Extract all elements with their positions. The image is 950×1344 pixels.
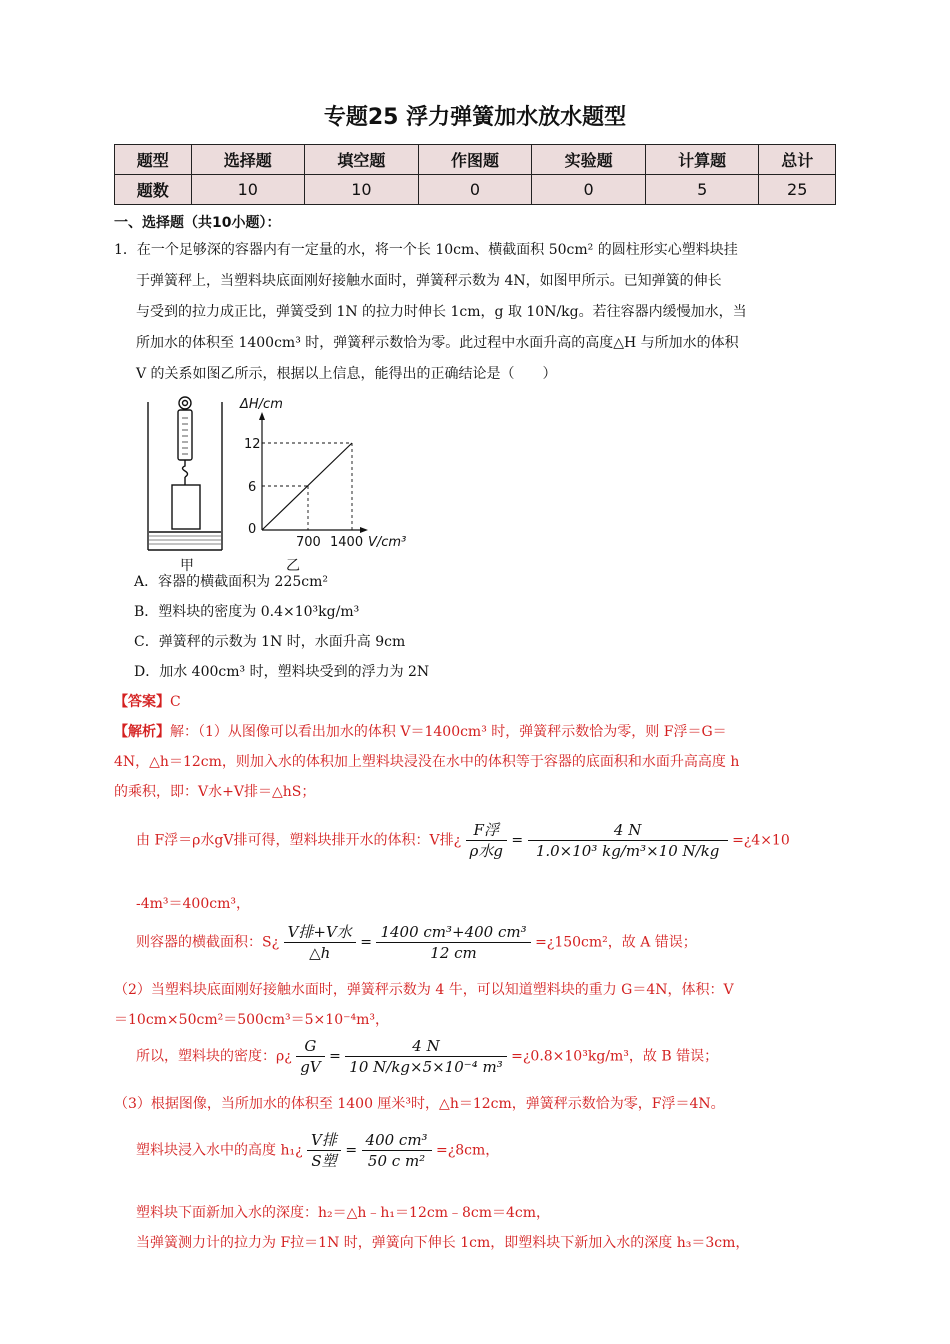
table-row — [115, 175, 836, 205]
analysis-line: （3）根据图像，当所加水的体积至 1400 厘米³时，△h＝12cm，弹簧秤示数恰为零，F浮＝4N。 — [114, 1096, 725, 1112]
y-axis-label: ΔH/cm — [240, 397, 283, 412]
fraction: $\frac{\text{400 cm³}}{\text{50 c m²}}$ — [362, 1130, 432, 1171]
analysis-line: 塑料块下面新加入水的深度：h₂＝△h﹣h₁＝12cm﹣8cm＝4cm， — [136, 1205, 551, 1221]
question-line: 所加水的体积至 1400cm³ 时，弹簧秤示数恰为零。此过程中水面升高的高度△H 与所加水的体积 — [136, 335, 739, 351]
fraction: $\frac{\text{V排+V水}}{\triangle h}$ — [284, 922, 356, 963]
formula-line: 则容器的横截面积：S¿ $\frac{\text{V排+V水}}{\triangle h}$ = $\frac{\text{1400 cm³+400 cm³}}{12 cm}$ =¿150cm²，故 A 错误； — [136, 923, 697, 962]
analysis-line: ＝10cm×50cm²＝500cm³＝5×10⁻⁴m³， — [114, 1012, 389, 1028]
fraction: $\frac{G}{gV}$ — [296, 1036, 324, 1077]
formula-text: =¿8cm， — [436, 1142, 500, 1159]
analysis-line: 4N，△h＝12cm，则加入水的体积加上塑料块浸没在水中的体积等于容器的底面积和水面升高高度 h — [114, 754, 740, 770]
formula-text: 塑料块浸入水中的高度 h₁¿ — [136, 1142, 303, 1159]
question-line: 1．在一个足够深的容器内有一定量的水，将一个长 10cm、横截面积 50cm² 的圆柱形实心塑料块挂 — [114, 242, 738, 258]
x-tick-label: 1400 — [330, 535, 364, 550]
y-tick-label: 12 — [244, 437, 261, 452]
answer-tag: 【答案】 — [114, 694, 170, 710]
page-title: 专题25 浮力弹簧加水放水题型 — [323, 105, 627, 130]
y-tick-label: 0 — [248, 522, 257, 537]
table-cell: 计算题 — [645, 145, 759, 175]
question-line: V 的关系如图乙所示，根据以上信息，能得出的正确结论是（ ） — [136, 366, 557, 382]
table-cell: 总计 — [759, 145, 836, 175]
table-cell: 25 — [759, 175, 836, 205]
question-line: 于弹簧秤上，当塑料块底面刚好接触水面时，弹簧秤示数为 4N，如图甲所示。已知弹簧的伸长 — [136, 273, 722, 289]
option-c: C．弹簧秤的示数为 1N 时，水面升高 9cm — [134, 634, 406, 650]
analysis-line: （2）当塑料块底面刚好接触水面时，弹簧秤示数为 4 牛，可以知道塑料块的重力 G＝4N，体积：V — [114, 982, 734, 998]
analysis-text: 解：（1）从图像可以看出加水的体积 V＝1400cm³ 时，弹簧秤示数恰为零，则 F浮＝G＝ — [170, 724, 727, 740]
fraction: $\frac{4 N}{\text{10 N/kg×5×10⁻⁴ m³}}$ — [345, 1036, 506, 1077]
answer-line — [114, 692, 181, 712]
question-figure — [140, 390, 420, 574]
section-heading: 一、选择题（共10小题）： — [114, 215, 281, 231]
formula-text: =¿4×10 — [732, 832, 790, 849]
formula-text: 所以，塑料块的密度：ρ¿ — [136, 1048, 292, 1065]
question-type-table — [114, 144, 836, 205]
formula-text: 由 F浮＝ρ水gV排可得，塑料块排开水的体积：V排¿ — [136, 832, 462, 849]
analysis-tag: 【解析】 — [114, 724, 170, 740]
table-cell: 实验题 — [532, 145, 646, 175]
option-d: D．加水 400cm³ 时，塑料块受到的浮力为 2N — [134, 664, 430, 680]
formula-line: 由 F浮＝ρ水gV排可得，塑料块排开水的体积：V排¿ $\frac{\text{F浮}}{\text{ρ水g}}$ = $\frac{4 N}{\text{1.0×10³ kg/m³×10 N/kg}}$ =¿4×10 — [136, 821, 790, 860]
container-diagram — [148, 397, 222, 550]
question-line: 与受到的拉力成正比，弹簧受到 1N 的拉力时伸长 1cm，g 取 10N/kg。若往容器内缓慢加水，当 — [136, 304, 747, 320]
table-header-row — [115, 145, 836, 175]
table-cell: 题型 — [115, 145, 192, 175]
table-cell: 选择题 — [191, 145, 305, 175]
figure-label-jia: 甲 — [180, 558, 194, 574]
fraction: $\frac{4 N}{\text{1.0×10³ kg/m³×10 N/kg}}$ — [528, 820, 728, 861]
figure-label-yi: 乙 — [286, 558, 300, 574]
table-cell: 0 — [532, 175, 646, 205]
table-cell: 5 — [645, 175, 759, 205]
formula-text: =¿0.8×10³kg/m³，故 B 错误； — [511, 1048, 719, 1065]
analysis-line: -4m³＝400cm³， — [136, 896, 250, 912]
option-a: A．容器的横截面积为 225cm² — [134, 574, 329, 590]
graph-line — [262, 443, 352, 530]
table-cell: 0 — [418, 175, 532, 205]
table-cell: 10 — [191, 175, 305, 205]
x-tick-label: 700 — [296, 535, 321, 550]
fraction: $\frac{\text{F浮}}{\text{ρ水g}}$ — [466, 820, 507, 861]
x-axis-label: V/cm³ — [368, 535, 407, 550]
analysis-line — [114, 722, 727, 742]
option-b: B．塑料块的密度为 0.4×10³kg/m³ — [134, 604, 360, 620]
table-cell: 题数 — [115, 175, 192, 205]
table-cell: 填空题 — [305, 145, 419, 175]
table-cell: 作图题 — [418, 145, 532, 175]
y-tick-label: 6 — [248, 480, 257, 495]
formula-line: 所以，塑料块的密度：ρ¿ $\frac{G}{gV}$ = $\frac{4 N}{\text{10 N/kg×5×10⁻⁴ m³}}$ =¿0.8×10³kg/m³，故 B 错误； — [136, 1037, 719, 1076]
analysis-line: 的乘积，即：V水+V排＝△hS； — [114, 784, 316, 800]
fraction: $\frac{\text{V排}}{\text{S塑}}$ — [307, 1130, 341, 1171]
formula-text: 则容器的横截面积：S¿ — [136, 934, 280, 951]
fraction: $\frac{\text{1400 cm³+400 cm³}}{12 cm}$ — [376, 922, 530, 963]
formula-text: =¿150cm²，故 A 错误； — [535, 934, 697, 951]
answer-value: C — [170, 694, 181, 710]
delta-h-vs-volume-graph — [239, 397, 406, 550]
analysis-line: 当弹簧测力计的拉力为 F拉＝1N 时，弹簧向下伸长 1cm，即塑料块下新加入水的深度 h₃＝3cm， — [136, 1235, 750, 1251]
table-cell: 10 — [305, 175, 419, 205]
formula-line: 塑料块浸入水中的高度 h₁¿ $\frac{\text{V排}}{\text{S塑}}$ = $\frac{\text{400 cm³}}{\text{50 c m²}}$ =¿8cm， — [136, 1131, 500, 1170]
